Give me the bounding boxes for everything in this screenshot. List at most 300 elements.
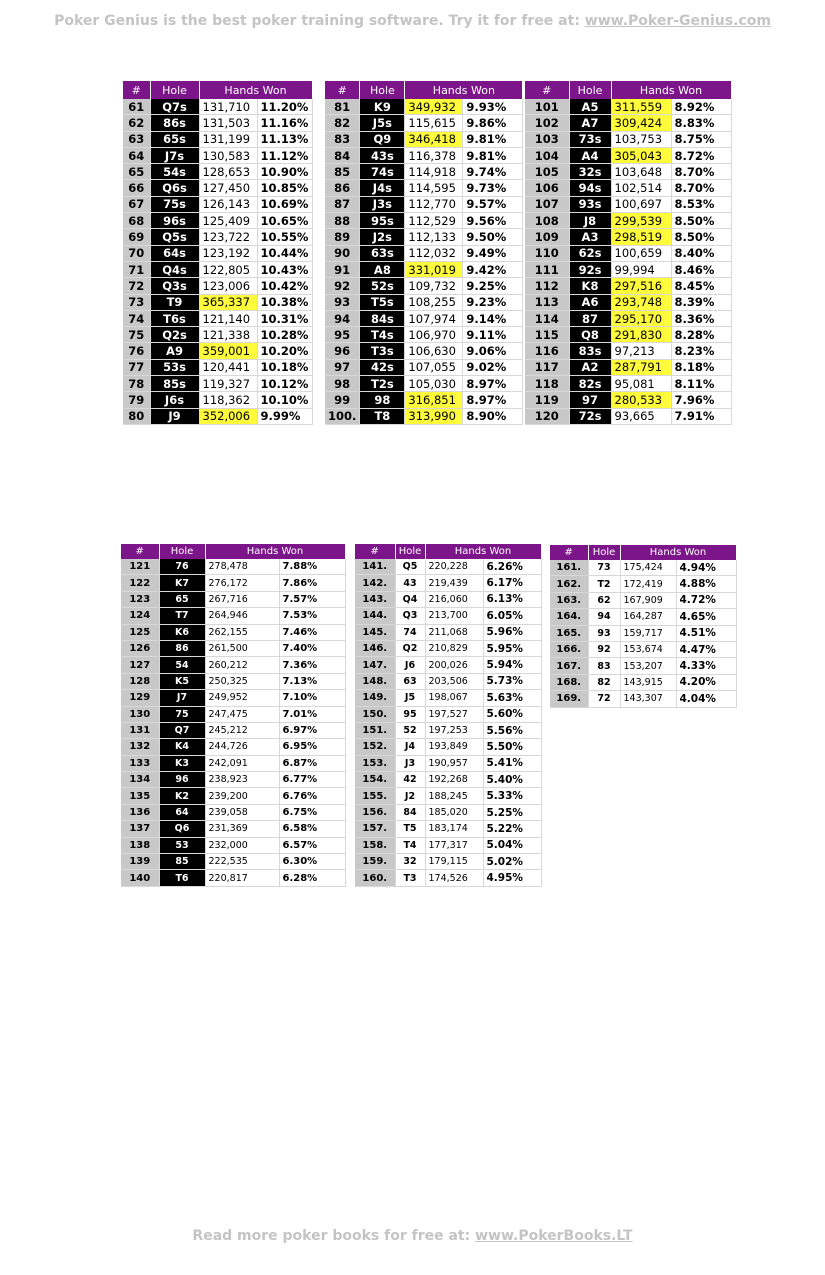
rank-cell: 88 (325, 213, 360, 229)
win-percent-cell: 6.87% (279, 755, 345, 771)
rank-cell: 62 (123, 115, 150, 131)
hole-cards-cell: A6 (569, 294, 611, 310)
rank-cell: 144. (355, 608, 395, 624)
hands-won-cell: 103,648 (611, 164, 671, 180)
table-row (121, 559, 345, 575)
column-header-hole: Hole (150, 81, 199, 99)
hands-won-cell: 211,068 (425, 624, 483, 640)
win-percent-cell: 4.20% (676, 674, 736, 690)
hands-won-cell: 143,915 (620, 674, 676, 690)
win-percent-cell: 5.33% (483, 788, 541, 804)
hands-won-cell: 153,207 (620, 658, 676, 674)
hole-cards-cell: 42 (395, 772, 425, 788)
hands-won-cell: 198,067 (425, 690, 483, 706)
table-row (121, 640, 345, 656)
table-row (325, 392, 523, 408)
hands-won-cell: 114,595 (405, 180, 463, 196)
table-row (121, 591, 345, 607)
hole-cards-cell: T3 (395, 870, 425, 886)
hole-cards-cell: A9 (150, 343, 199, 359)
win-percent-cell: 5.96% (483, 624, 541, 640)
hands-won-cell: 93,665 (611, 408, 671, 424)
table-row (123, 408, 312, 424)
hole-cards-cell: 52 (395, 722, 425, 738)
column-header-hands-won: Hands Won (425, 544, 541, 559)
hands-won-cell: 119,327 (199, 376, 257, 392)
hands-won-cell: 291,830 (611, 327, 671, 343)
column-header-hole: Hole (395, 544, 425, 559)
hands-won-cell: 109,732 (405, 278, 463, 294)
table-row (325, 213, 523, 229)
footer-text: Read more poker books for free at: (192, 1228, 476, 1244)
rank-cell: 115 (525, 327, 569, 343)
rank-cell: 163. (550, 592, 588, 608)
table-row (123, 180, 312, 196)
hands-won-cell: 297,516 (611, 278, 671, 294)
column-header-hole: Hole (360, 81, 405, 99)
hole-cards-cell: Q7s (150, 99, 199, 115)
win-percent-cell: 7.88% (279, 559, 345, 575)
rank-cell: 154. (355, 772, 395, 788)
hands-won-cell: 197,527 (425, 706, 483, 722)
table-row (355, 821, 541, 837)
hole-cards-cell: A5 (569, 99, 611, 115)
hands-won-cell: 159,717 (620, 625, 676, 641)
table-row (121, 690, 345, 706)
table-row (123, 213, 312, 229)
hands-won-cell: 311,559 (611, 99, 671, 115)
hands-won-cell: 179,115 (425, 854, 483, 870)
hole-cards-cell: 92 (588, 641, 620, 657)
hole-cards-cell: 92s (569, 261, 611, 277)
rank-cell: 168. (550, 674, 588, 690)
win-percent-cell: 9.74% (463, 164, 523, 180)
rank-cell: 75 (123, 327, 150, 343)
hands-won-cell: 128,653 (199, 164, 257, 180)
hole-cards-cell: Q6 (159, 821, 205, 837)
hands-won-cell: 200,026 (425, 657, 483, 673)
hands-won-cell: 121,338 (199, 327, 257, 343)
win-percent-cell: 7.01% (279, 706, 345, 722)
hole-cards-cell: J3 (395, 755, 425, 771)
table-row (355, 788, 541, 804)
hole-cards-cell: A8 (360, 261, 405, 277)
column-header-hole: Hole (159, 544, 205, 559)
hole-cards-cell: 52s (360, 278, 405, 294)
hole-cards-cell: 85 (159, 854, 205, 870)
rank-cell: 73 (123, 294, 150, 310)
hole-cards-cell: K5 (159, 673, 205, 689)
table-row (525, 327, 731, 343)
win-percent-cell: 6.97% (279, 722, 345, 738)
win-percent-cell: 10.90% (257, 164, 312, 180)
rank-cell: 153. (355, 755, 395, 771)
rank-cell: 85 (325, 164, 360, 180)
table-row (121, 755, 345, 771)
hands-won-cell: 120,441 (199, 359, 257, 375)
hands-won-cell: 121,140 (199, 310, 257, 326)
hands-won-cell: 267,716 (205, 591, 279, 607)
hands-won-cell: 203,506 (425, 673, 483, 689)
win-percent-cell: 8.75% (671, 131, 731, 147)
hands-won-cell: 193,849 (425, 739, 483, 755)
hole-cards-cell: T5s (360, 294, 405, 310)
hole-cards-cell: K8 (569, 278, 611, 294)
rank-cell: 150. (355, 706, 395, 722)
table-row (525, 376, 731, 392)
hole-cards-cell: 64s (150, 245, 199, 261)
hole-cards-cell: 74 (395, 624, 425, 640)
table-row (325, 131, 523, 147)
win-percent-cell: 5.60% (483, 706, 541, 722)
hands-won-cell: 316,851 (405, 392, 463, 408)
table-row (325, 310, 523, 326)
rank-cell: 108 (525, 213, 569, 229)
table-row (325, 99, 523, 115)
hole-cards-cell: 32 (395, 854, 425, 870)
hole-cards-cell: T3s (360, 343, 405, 359)
hole-cards-cell: T8 (360, 408, 405, 424)
table-row (123, 392, 312, 408)
table-row (525, 180, 731, 196)
hands-won-cell: 197,253 (425, 722, 483, 738)
hands-won-cell: 222,535 (205, 854, 279, 870)
win-percent-cell: 10.20% (257, 343, 312, 359)
hands-won-cell: 247,475 (205, 706, 279, 722)
hole-cards-cell: 63s (360, 245, 405, 261)
win-percent-cell: 8.70% (671, 164, 731, 180)
rank-cell: 117 (525, 359, 569, 375)
hands-won-cell: 183,174 (425, 821, 483, 837)
hands-won-cell: 123,006 (199, 278, 257, 294)
win-percent-cell: 8.97% (463, 376, 523, 392)
hands-won-cell: 153,674 (620, 641, 676, 657)
table-row (121, 624, 345, 640)
win-percent-cell: 5.04% (483, 837, 541, 853)
ranking-table-141-160 (355, 544, 542, 887)
hands-won-cell: 239,058 (205, 804, 279, 820)
hole-cards-cell: 53 (159, 837, 205, 853)
win-percent-cell: 9.42% (463, 261, 523, 277)
table-row (550, 576, 736, 592)
rank-cell: 92 (325, 278, 360, 294)
win-percent-cell: 5.41% (483, 755, 541, 771)
table-row (325, 294, 523, 310)
table-row (525, 164, 731, 180)
rank-cell: 79 (123, 392, 150, 408)
rank-cell: 129 (121, 690, 159, 706)
hole-cards-cell: 94 (588, 609, 620, 625)
win-percent-cell: 4.04% (676, 691, 736, 707)
win-percent-cell: 6.13% (483, 591, 541, 607)
hole-cards-cell: 74s (360, 164, 405, 180)
rank-cell: 130 (121, 706, 159, 722)
hole-cards-cell: 75s (150, 196, 199, 212)
rank-cell: 106 (525, 180, 569, 196)
win-percent-cell: 8.28% (671, 327, 731, 343)
win-percent-cell: 6.77% (279, 772, 345, 788)
win-percent-cell: 8.70% (671, 180, 731, 196)
hands-won-cell: 349,932 (405, 99, 463, 115)
hole-cards-cell: K9 (360, 99, 405, 115)
rank-cell: 158. (355, 837, 395, 853)
hands-won-cell: 220,228 (425, 559, 483, 575)
win-percent-cell: 4.88% (676, 576, 736, 592)
hole-cards-cell: 54 (159, 657, 205, 673)
table-row (123, 343, 312, 359)
win-percent-cell: 9.81% (463, 131, 523, 147)
win-percent-cell: 9.99% (257, 408, 312, 424)
hole-cards-cell: J7 (159, 690, 205, 706)
hands-won-cell: 131,710 (199, 99, 257, 115)
rank-cell: 145. (355, 624, 395, 640)
table-row (123, 310, 312, 326)
win-percent-cell: 5.22% (483, 821, 541, 837)
win-percent-cell: 6.26% (483, 559, 541, 575)
rank-cell: 156. (355, 804, 395, 820)
table-row (121, 854, 345, 870)
rank-cell: 161. (550, 560, 588, 576)
table-row (525, 408, 731, 424)
table-row (355, 854, 541, 870)
hole-cards-cell: 76 (159, 559, 205, 575)
table-row (550, 641, 736, 657)
win-percent-cell: 9.14% (463, 310, 523, 326)
table-row (525, 343, 731, 359)
win-percent-cell: 4.33% (676, 658, 736, 674)
win-percent-cell: 5.50% (483, 739, 541, 755)
rank-cell: 69 (123, 229, 150, 245)
table-row (123, 99, 312, 115)
table-row (525, 245, 731, 261)
win-percent-cell: 8.83% (671, 115, 731, 131)
table-row (525, 359, 731, 375)
hole-cards-cell: 93s (569, 196, 611, 212)
win-percent-cell: 9.06% (463, 343, 523, 359)
table-row (123, 327, 312, 343)
hands-won-cell: 239,200 (205, 788, 279, 804)
column-header-rank: # (550, 545, 588, 560)
column-header-hole: Hole (588, 545, 620, 560)
table-row (355, 722, 541, 738)
win-percent-cell: 6.28% (279, 870, 345, 886)
win-percent-cell: 8.97% (463, 392, 523, 408)
win-percent-cell: 10.42% (257, 278, 312, 294)
hole-cards-cell: T7 (159, 608, 205, 624)
rank-cell: 165. (550, 625, 588, 641)
column-header-rank: # (355, 544, 395, 559)
win-percent-cell: 10.65% (257, 213, 312, 229)
hole-cards-cell: T9 (150, 294, 199, 310)
table-row (355, 772, 541, 788)
rank-cell: 112 (525, 278, 569, 294)
hands-won-cell: 112,133 (405, 229, 463, 245)
table-row (355, 591, 541, 607)
hands-won-cell: 287,791 (611, 359, 671, 375)
header-link[interactable]: www.Poker-Genius.com (584, 13, 771, 29)
rank-cell: 122 (121, 575, 159, 591)
table-row (525, 196, 731, 212)
win-percent-cell: 8.92% (671, 99, 731, 115)
table-row (325, 196, 523, 212)
hole-cards-cell: 83 (588, 658, 620, 674)
table-row (355, 608, 541, 624)
win-percent-cell: 6.30% (279, 854, 345, 870)
hole-cards-cell: 84s (360, 310, 405, 326)
table-row (355, 870, 541, 886)
rank-cell: 86 (325, 180, 360, 196)
hands-won-cell: 280,533 (611, 392, 671, 408)
rank-cell: 157. (355, 821, 395, 837)
table-row (121, 722, 345, 738)
hands-won-cell: 278,478 (205, 559, 279, 575)
win-percent-cell: 5.73% (483, 673, 541, 689)
rank-cell: 61 (123, 99, 150, 115)
rank-cell: 137 (121, 821, 159, 837)
hole-cards-cell: Q3s (150, 278, 199, 294)
rank-cell: 131 (121, 722, 159, 738)
rank-cell: 102 (525, 115, 569, 131)
hole-cards-cell: K3 (159, 755, 205, 771)
rank-cell: 136 (121, 804, 159, 820)
rank-cell: 167. (550, 658, 588, 674)
table-row (525, 213, 731, 229)
win-percent-cell: 9.11% (463, 327, 523, 343)
hands-won-cell: 244,726 (205, 739, 279, 755)
rank-cell: 164. (550, 609, 588, 625)
rank-cell: 110 (525, 245, 569, 261)
win-percent-cell: 7.46% (279, 624, 345, 640)
table-row (355, 690, 541, 706)
win-percent-cell: 5.02% (483, 854, 541, 870)
hole-cards-cell: T6 (159, 870, 205, 886)
hole-cards-cell: K2 (159, 788, 205, 804)
win-percent-cell: 10.69% (257, 196, 312, 212)
hole-cards-cell: J3s (360, 196, 405, 212)
hands-won-cell: 242,091 (205, 755, 279, 771)
table-row (355, 559, 541, 575)
win-percent-cell: 10.44% (257, 245, 312, 261)
win-percent-cell: 8.53% (671, 196, 731, 212)
rank-cell: 166. (550, 641, 588, 657)
hole-cards-cell: T2s (360, 376, 405, 392)
hole-cards-cell: J5s (360, 115, 405, 131)
rank-cell: 140 (121, 870, 159, 886)
hands-won-cell: 249,952 (205, 690, 279, 706)
rank-cell: 128 (121, 673, 159, 689)
table-row (525, 229, 731, 245)
hands-won-cell: 164,287 (620, 609, 676, 625)
rank-cell: 143. (355, 591, 395, 607)
win-percent-cell: 4.51% (676, 625, 736, 641)
hole-cards-cell: Q4 (395, 591, 425, 607)
rank-cell: 96 (325, 343, 360, 359)
hands-won-cell: 331,019 (405, 261, 463, 277)
rank-cell: 147. (355, 657, 395, 673)
rank-cell: 78 (123, 376, 150, 392)
table-row (123, 196, 312, 212)
win-percent-cell: 11.13% (257, 131, 312, 147)
table-row (325, 359, 523, 375)
hands-won-cell: 112,032 (405, 245, 463, 261)
hole-cards-cell: 86 (159, 640, 205, 656)
footer-link[interactable]: www.PokerBooks.LT (475, 1228, 633, 1244)
hands-won-cell: 210,829 (425, 640, 483, 656)
table-row (325, 164, 523, 180)
hole-cards-cell: 95s (360, 213, 405, 229)
win-percent-cell: 11.16% (257, 115, 312, 131)
column-header-rank: # (325, 81, 360, 99)
rank-cell: 81 (325, 99, 360, 115)
rank-cell: 83 (325, 131, 360, 147)
win-percent-cell: 9.50% (463, 229, 523, 245)
win-percent-cell: 4.95% (483, 870, 541, 886)
win-percent-cell: 8.18% (671, 359, 731, 375)
rank-cell: 148. (355, 673, 395, 689)
win-percent-cell: 6.75% (279, 804, 345, 820)
win-percent-cell: 9.02% (463, 359, 523, 375)
table-row (325, 115, 523, 131)
hands-won-cell: 190,957 (425, 755, 483, 771)
win-percent-cell: 6.17% (483, 575, 541, 591)
rank-cell: 125 (121, 624, 159, 640)
rank-cell: 80 (123, 408, 150, 424)
hole-cards-cell: Q2s (150, 327, 199, 343)
hands-won-cell: 346,418 (405, 131, 463, 147)
table-row (123, 229, 312, 245)
hands-won-cell: 305,043 (611, 147, 671, 163)
header-banner (0, 13, 825, 29)
hole-cards-cell: 75 (159, 706, 205, 722)
ranking-table-81-100 (325, 81, 523, 425)
table-row (325, 147, 523, 163)
hole-cards-cell: 87 (569, 310, 611, 326)
table-row (355, 640, 541, 656)
table-row (121, 657, 345, 673)
win-percent-cell: 8.11% (671, 376, 731, 392)
rank-cell: 104 (525, 147, 569, 163)
table-row (355, 804, 541, 820)
hole-cards-cell: 53s (150, 359, 199, 375)
hands-won-cell: 106,630 (405, 343, 463, 359)
table-row (355, 739, 541, 755)
hands-won-cell: 131,503 (199, 115, 257, 131)
hole-cards-cell: Q8 (569, 327, 611, 343)
table-row (121, 788, 345, 804)
hole-cards-cell: 62 (588, 592, 620, 608)
hole-cards-cell: J6s (150, 392, 199, 408)
hands-won-cell: 174,526 (425, 870, 483, 886)
hole-cards-cell: Q7 (159, 722, 205, 738)
hands-won-cell: 309,424 (611, 115, 671, 131)
hole-cards-cell: J6 (395, 657, 425, 673)
hands-won-cell: 231,369 (205, 821, 279, 837)
hands-won-cell: 123,192 (199, 245, 257, 261)
hole-cards-cell: 84 (395, 804, 425, 820)
hole-cards-cell: T6s (150, 310, 199, 326)
rank-cell: 127 (121, 657, 159, 673)
table-row (355, 837, 541, 853)
table-row (525, 294, 731, 310)
hole-cards-cell: 86s (150, 115, 199, 131)
hands-won-cell: 107,055 (405, 359, 463, 375)
win-percent-cell: 8.50% (671, 213, 731, 229)
table-row (123, 294, 312, 310)
table-row (355, 624, 541, 640)
table-row (121, 608, 345, 624)
rank-cell: 94 (325, 310, 360, 326)
rank-cell: 124 (121, 608, 159, 624)
